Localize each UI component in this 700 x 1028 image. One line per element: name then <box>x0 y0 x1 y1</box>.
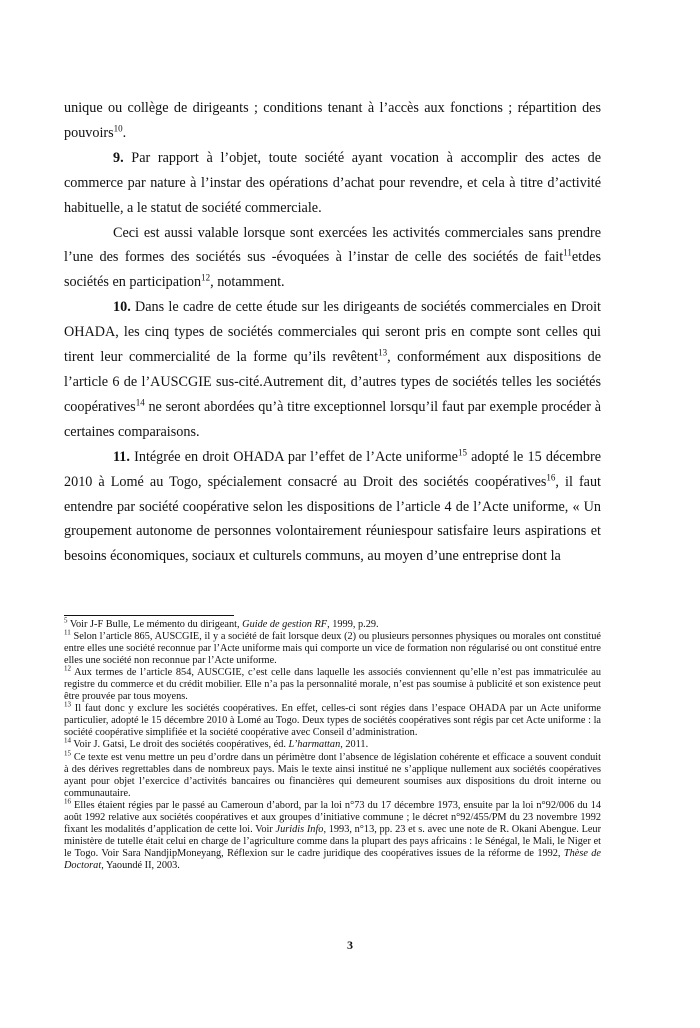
paragraph-number: 9. <box>113 149 124 166</box>
footnotes <box>64 616 602 872</box>
footnote: $^5$ Voir J-F Bulle, Le mémento du dirigeant, Guide de gestion RF, 1999, p.29. <box>64 616 379 630</box>
paragraph-continuation: unique ou collège de dirigeants ; conditions tenant à l’accès aux fonctions ; répartition des pouvoirs$^{10}$. <box>64 100 601 141</box>
footnote: $^{12}$ Aux termes de l’article 854, AUSCGIE, c’est celle dans laquelle les associés conviennent qu’elle n’est pas immatriculée au registre du commerce et du crédit mobilier. Elle n’a pas la personnalité morale, n’est pas soumise à publicité et son existence peut être prouvée par tous moyens. <box>64 664 601 703</box>
page-number: 3 <box>347 938 353 952</box>
footnote-ref[interactable]: 13 <box>378 347 388 358</box>
footnote-divider <box>64 615 234 616</box>
paragraph-number: 11. <box>113 448 130 465</box>
footnote: $^{16}$ Elles étaient régies par le passé au Cameroun d’abord, par la loi n°73 du 17 décembre 1973, ensuite par la loi n°92/006 du 14 août 1992 relative aux sociétés coopératives et aux groupes d’initiative commune ; le décret n°92/455/PM du 23 novembre 1992 fixant les modalités d’application de cette loi. Voir Juridis Info, 1993, n°13, pp. 23 et s. avec une note de R. Okani Abengue. Leur ministère de tutelle était celui en charge de l’agriculture comme dans la plupart des pays africains : le Sénégal, le Mali, le Niger et le Togo. Voir Sara NandjipMoneyang, Réflexion sur le cadre juridique des coopératives issues de la réforme de 1992, Thèse de Doctorat, Yaoundé II, 2003. <box>64 797 602 871</box>
footnote-ref[interactable]: 15 <box>457 446 467 457</box>
paragraph-11: 11. Intégrée en droit OHADA par l’effet de l’Acte uniforme$^{15}$ adopté le 15 décembre 2010 à Lomé au Togo, spécialement consacré au Droit des sociétés coopératives$^{16}$, il faut entendre par société coopérative selon les dispositions de l’article 4 de l’Acte uniforme, « Un groupement autonome de personnes volontairement réuniespour satisfaire leurs aspirations et besoins économiques, sociaux et culturels communs, au moyen d’une entreprise dont la <box>64 446 601 565</box>
paragraph-ceci: Ceci est aussi valable lorsque sont exercées les activités commerciales sans prendre l’une des formes des sociétés sus -évoquées à l’instar de celle des sociétés de fait$^{11}$etdes sociétés en participation$^{12}$, notamment. <box>64 224 601 291</box>
footnote: $^{15}$ Ce texte est venu mettre un peu d’ordre dans un périmètre dont l’absence de législation cohérente et efficace a souvent conduit à des dérives regrettables dans de nombreux pays. Mais le texte ainsi institué ne s’applique nullement aux sociétés coopératives ayant pour objet l’exercice d’activités bancaires ou financières qui demeurent soumises aux dispositions du droit interne ou communautaire. <box>64 749 601 799</box>
footnote: $^{11}$ Selon l’article 865, AUSCGIE, il y a société de fait lorsque deux (2) ou plusieurs personnes physiques ou morales ont constitué entre elles une société reconnue par l’Acte uniforme mais qui comporte un vice de formation non régularisé ou ont constitué entre elles une société non reconnue par l’Acte uniforme. <box>64 628 601 667</box>
footnote-ref[interactable]: 10 <box>113 123 123 134</box>
paragraph-9: 9. Par rapport à l’objet, toute société ayant vocation à accomplir des actes de commerce par nature à l’instar des opérations d’achat pour revendre, et cela à titre d’activité habituelle, a le statut de société commerciale. <box>64 149 601 216</box>
paragraph-number: 10. <box>113 299 131 316</box>
main-text <box>64 96 601 569</box>
footnote: $^{14}$ Voir J. Gatsi, Le droit des sociétés coopératives, éd. L’harmattan, 2011. <box>64 737 369 751</box>
footnote-ref[interactable]: 11 <box>563 247 572 258</box>
footnote-ref[interactable]: 16 <box>546 471 556 482</box>
footnote-ref[interactable]: 12 <box>201 272 211 283</box>
paragraph-10: 10. Dans le cadre de cette étude sur les dirigeants de sociétés commerciales en Droit OHADA, les cinq types de sociétés commerciales qui seront pris en compte sont celles qui tirent leur commercialité de la forme qu’ils revêtent$^{13}$, conformément aux dispositions de l’article 6 de l’AUSCGIE sus-cité.Autrement dit, d’autres types de sociétés telles les sociétés coopératives$^{14}$ ne seront abordées qu’à titre exceptionnel lorsqu’il faut par exemple procéder à certaines comparaisons. <box>64 299 602 440</box>
footnote-ref[interactable]: 14 <box>135 397 145 408</box>
footnote: $^{13}$ Il faut donc y exclure les sociétés coopératives. En effet, celles-ci sont régies dans l’espace OHADA par un Acte uniforme particulier, adopté le 15 décembre 2010 à Lomé au Togo. Deux types de sociétés coopératives sont régis par cet Acte uniforme : la société coopérative simplifiée et la société coopérative avec Conseil d’administration. <box>64 700 601 739</box>
